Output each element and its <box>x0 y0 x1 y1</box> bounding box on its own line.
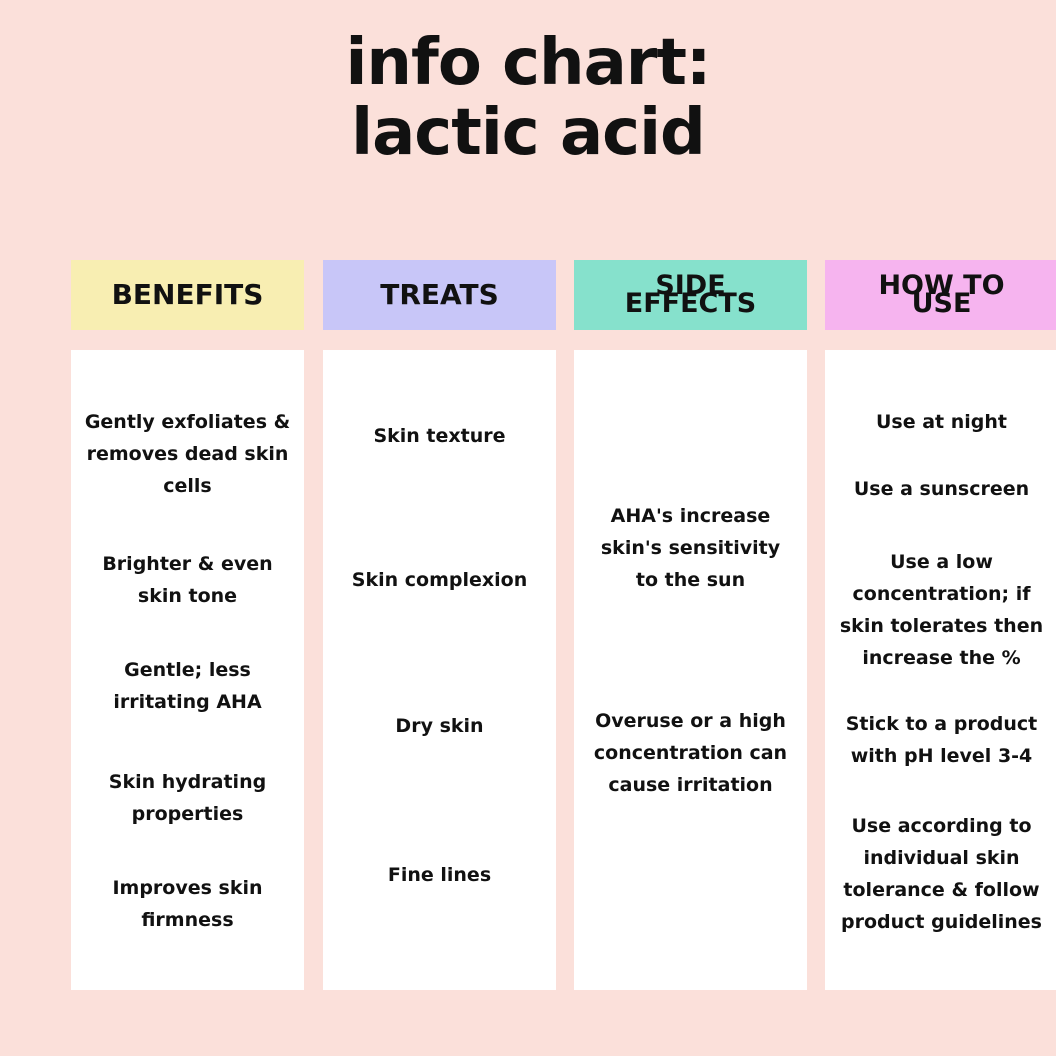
treats-header <box>323 260 556 330</box>
title-line-1: info chart: <box>345 26 711 100</box>
side-effects-header <box>574 260 807 330</box>
list-item: Brighter & even skin tone <box>102 553 273 607</box>
list-item: Overuse or a high concentration can cause irritation <box>593 710 788 796</box>
list-item: Improves skin firmness <box>112 877 263 931</box>
how-to-use-header <box>825 260 1056 330</box>
benefits-header-label: BENEFITS <box>111 278 264 311</box>
how-to-use-header-label: HOW TO USE <box>878 270 1005 319</box>
list-item: AHA's increase skin's sensitivity to the sun <box>600 505 781 591</box>
list-item: Gently exfoliates & removes dead skin cells <box>84 411 291 497</box>
treats-column <box>323 350 556 990</box>
list-item: Use at night <box>875 411 1007 433</box>
list-item: Use a low concentration; if skin tolerates then increase the % <box>839 551 1044 669</box>
side-effects-header-label: SIDE EFFECTS <box>624 270 757 319</box>
benefits-header <box>71 260 304 330</box>
list-item: Dry skin <box>395 715 484 737</box>
list-item: Skin complexion <box>351 569 528 591</box>
list-item: Gentle; less irritating AHA <box>113 659 262 713</box>
side-effects-column <box>574 350 807 990</box>
benefits-column <box>71 350 304 990</box>
list-item: Stick to a product with pH level 3-4 <box>845 713 1038 767</box>
list-item: Use according to individual skin tolerance & follow product guidelines <box>841 815 1042 933</box>
how-to-use-column <box>825 350 1056 990</box>
list-item: Use a sunscreen <box>853 478 1030 500</box>
list-item: Fine lines <box>387 864 492 886</box>
title-line-2: lactic acid <box>351 96 705 170</box>
treats-header-label: TREATS <box>380 278 499 311</box>
list-item: Skin hydrating properties <box>108 771 267 825</box>
list-item: Skin texture <box>373 425 506 447</box>
page-title <box>0 28 1056 168</box>
